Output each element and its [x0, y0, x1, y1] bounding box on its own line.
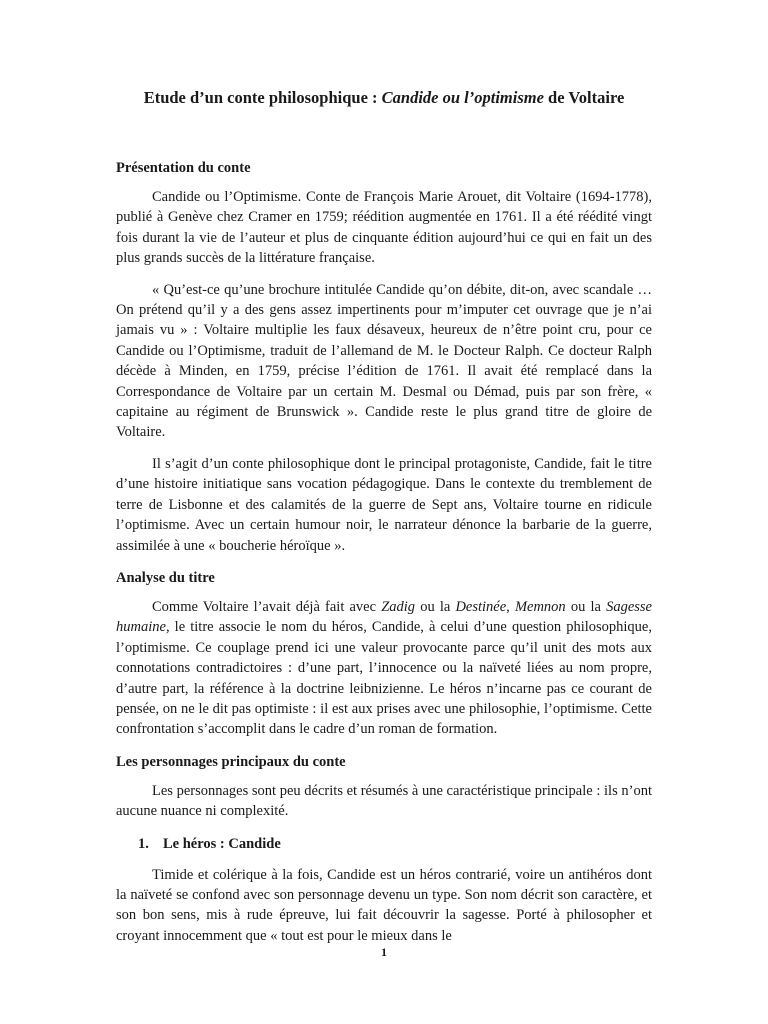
paragraph-presentation-1: Candide ou l’Optimisme. Conte de François Marie Arouet, dit Voltaire (1694-1778), publié à Genève chez Cramer en 1759; réédition augmentée en 1761. Il a été réédité vingt fois durant la vie de l’auteur et plus de cinquante édition aujourd’hui ce qui en fait un des plus grands succès de la littérature française.	[116, 189, 652, 267]
subsection-heading-heros	[116, 833, 652, 855]
list-number: 1.	[138, 835, 149, 852]
paragraph-personnages-1: Les personnages sont peu décrits et résumés à une caractéristique principale : ils n’ont aucune nuance ni complexité.	[116, 782, 652, 820]
text-run: ,	[506, 598, 515, 615]
text-run: ou la	[565, 598, 607, 615]
italic-zadig: Zadig	[381, 598, 416, 615]
italic-sagesse: Sagesse humaine	[116, 598, 652, 636]
document-body	[116, 85, 652, 957]
text-run: ou la	[415, 598, 456, 615]
title-italic: Candide ou l’optimisme	[381, 88, 544, 107]
section-heading-presentation: Présentation du conte	[116, 160, 251, 176]
paragraph-presentation-2: « Qu’est-ce qu’une brochure intitulée Candide qu’on débite, dit-on, avec scandale … On prétend qu’il y a des gens assez impertinents pour m’imputer cet ouvrage que je n’ai jamais vu » : Voltaire multiplie les faux désaveux, heureux de n’être point cru, pour ce Candide ou l’Optimisme, traduit de l’allemand de M. le Docteur Ralph. Ce docteur Ralph décède à Minden, en 1759, précise l’édition de 1761. Il avait été remplacé dans la Correspondance de Voltaire par un certain M. Desmal ou Démad, puis par son frère, « capitaine au régiment de Brunswick ». Candide reste le plus grand titre de gloire de Voltaire.	[116, 281, 652, 441]
title-suffix: de Voltaire	[543, 88, 625, 107]
italic-destinee: Destinée	[455, 598, 507, 615]
subsection-title: Le héros : Candide	[163, 835, 281, 852]
section-heading-personnages: Les personnages principaux du conte	[116, 753, 346, 770]
paragraph-heros-1: Timide et colérique à la fois, Candide est un héros contrarié, voire un antihéros dont la naïveté se confond avec son personnage devenu un type. Son nom décrit son caractère, et son bon sens, mis à rude épreuve, lui fait découvrir la sagesse. Porté à philosopher et croyant innocemment que « tout est pour le mieux dans le	[116, 866, 652, 944]
italic-memnon: Memnon	[514, 598, 566, 615]
section-heading-analyse: Analyse du titre	[116, 569, 215, 586]
paragraph-analyse-1	[116, 597, 652, 740]
text-run: , le titre associe le nom du héros, Candide, à celui d’une question philosophique, l’optimisme. Ce couplage prend ici une valeur provocante parce qu’il unit des mots aux connotations contradictoires : d’une part, l’innocence ou la naïveté liées au nom propre, d’autre part, la référence à la doctrine leibnizienne. Le héros n’incarne pas ce courant de pensée, on ne le dit pas optimiste : il est aux prises avec une philosophie, l’optimisme. Cette confrontation s’accomplit dans le cadre d’un roman de formation.	[116, 619, 652, 738]
paragraph-presentation-3: Il s’agit d’un conte philosophique dont le principal protagoniste, Candide, fait le titre d’une histoire initiatique sans vocation pédagogique. Dans le contexte du tremblement de terre de Lisbonne et des calamités de la guerre de Sept ans, Voltaire tourne en ridicule l’optimisme. Avec un certain humour noir, le narrateur dénonce la barbarie de la guerre, assimilée à une « boucherie héroïque ».	[116, 455, 652, 554]
text-run: Comme Voltaire l’avait déjà fait avec	[152, 598, 382, 615]
document-title	[116, 85, 652, 111]
title-prefix: Etude d’un conte philosophique :	[143, 88, 382, 107]
page-number: 1	[381, 945, 387, 959]
